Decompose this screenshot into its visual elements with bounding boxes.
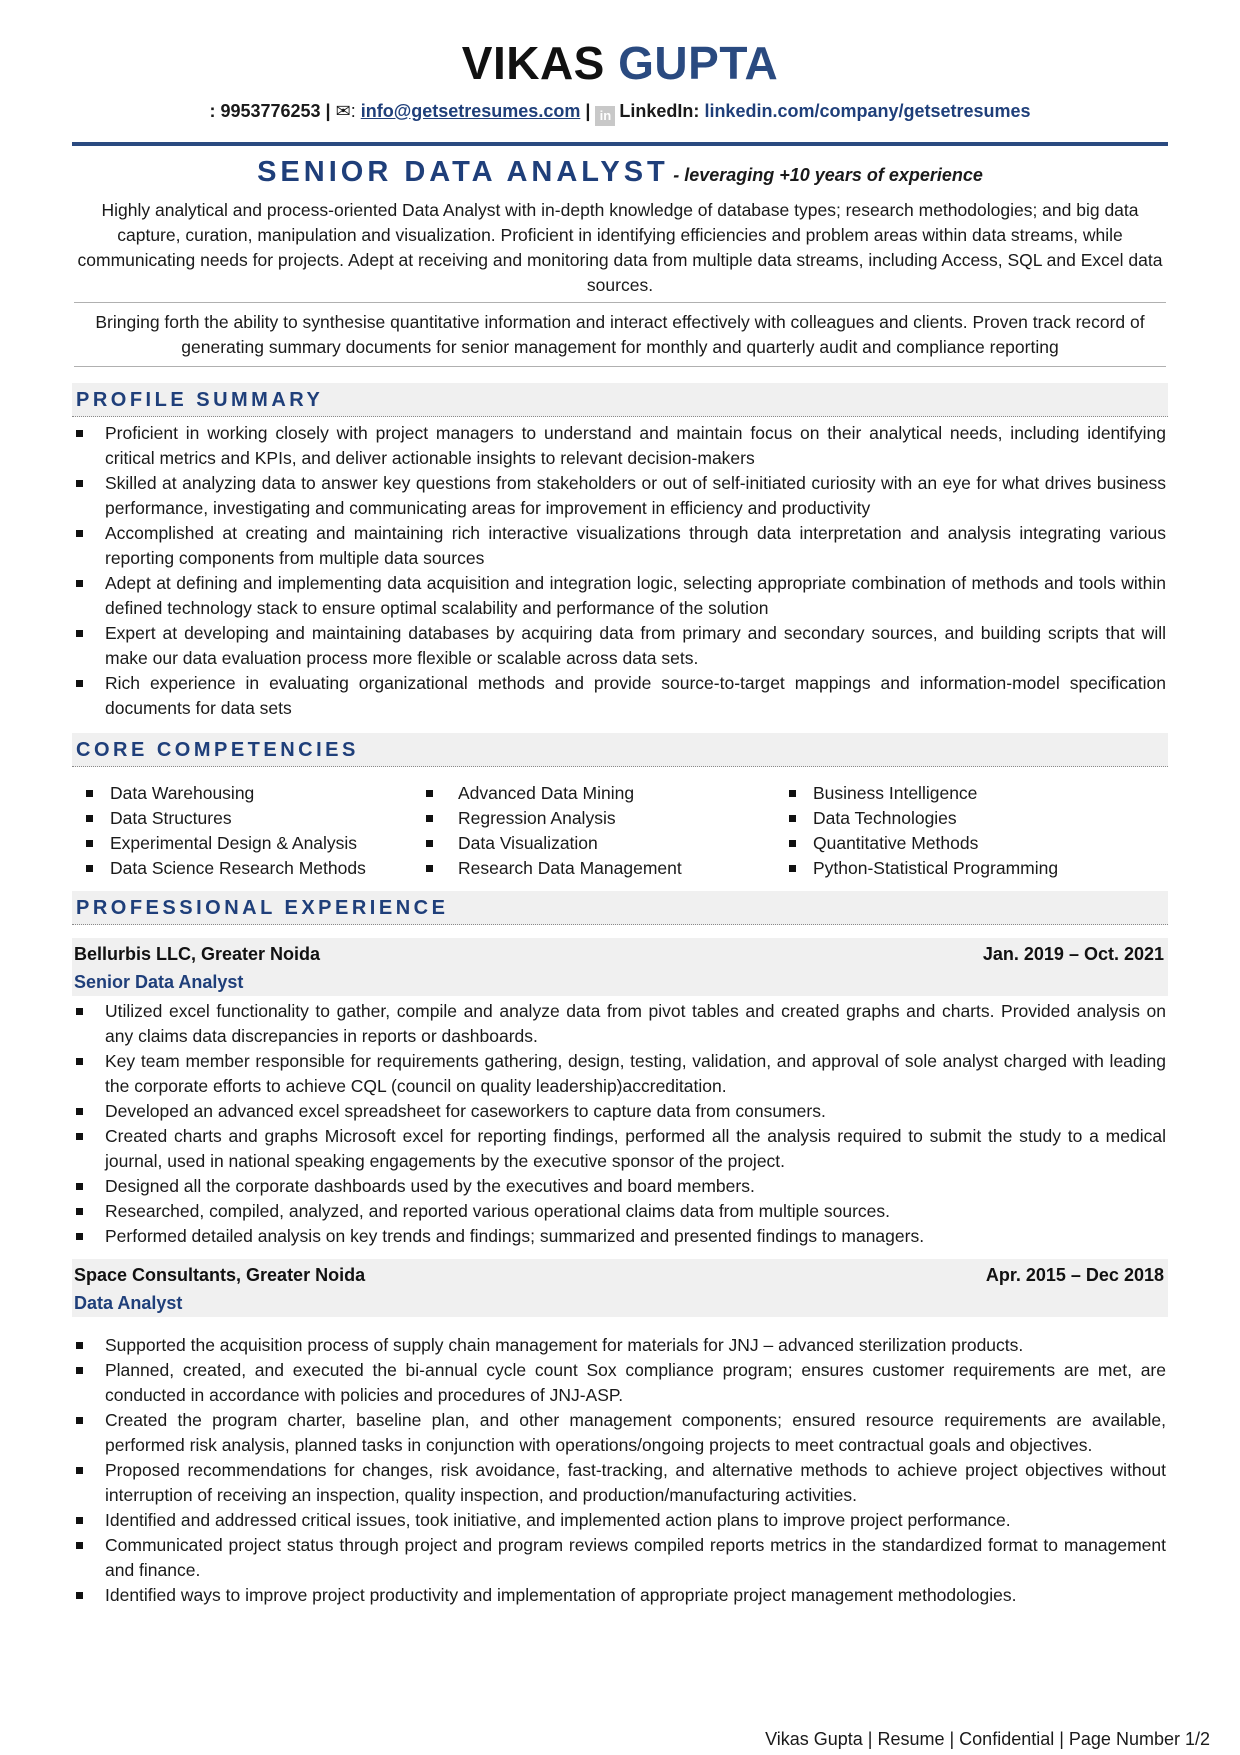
- competency-item: Quantitative Methods: [777, 831, 1058, 856]
- list-item: Adept at defining and implementing data acquisition and integration logic, selecting appropriate combination of methods and tools within defined technology stack to ensure optimal scalability and performance of the solution: [74, 571, 1166, 621]
- last-name: GUPTA: [618, 37, 779, 89]
- linkedin-icon: in: [595, 106, 615, 126]
- list-item: Proposed recommendations for changes, risk avoidance, fast-tracking, and alternative methods to achieve project objectives without interruption of receiving an inspection, quality inspection, and production/manufacturing activities.: [74, 1458, 1166, 1508]
- list-item: Proficient in working closely with project managers to understand and maintain focus on their analytical needs, including identifying critical metrics and KPIs, and deliver actionable insights to relevant decision-makers: [74, 421, 1166, 471]
- job-company: Space Consultants, Greater Noida: [74, 1265, 366, 1285]
- list-item: Utilized excel functionality to gather, compile and analyze data from pivot tables and created graphs and charts. Provided analysis on any claims data discrepancies in reports or dashboards.: [74, 999, 1166, 1049]
- list-item: Rich experience in evaluating organizational methods and provide source-to-target mappings and information-model specification documents for data sets: [74, 671, 1166, 721]
- list-item: Performed detailed analysis on key trends and findings; summarized and presented findings to managers.: [74, 1224, 1166, 1249]
- competency-item: Regression Analysis: [424, 806, 682, 831]
- email-link[interactable]: info@getsetresumes.com: [360, 101, 581, 121]
- list-item: Communicated project status through project and program reviews compiled reports metrics in the standardized format to management and finance.: [74, 1533, 1166, 1583]
- list-item: Supported the acquisition process of supply chain management for materials for JNJ – advanced sterilization products.: [74, 1333, 1166, 1358]
- competency-item: Python-Statistical Programming: [777, 856, 1058, 881]
- list-item: Developed an advanced excel spreadsheet for caseworkers to capture data from consumers.: [74, 1099, 1166, 1124]
- competency-column-1: [74, 781, 366, 881]
- list-item: Accomplished at creating and maintaining rich interactive visualizations through data interpretation and analysis integrating various reporting components from multiple data sources: [74, 521, 1166, 571]
- competency-item: Data Structures: [74, 806, 366, 831]
- intro-divider-bottom: [74, 366, 1166, 367]
- section-professional-experience: [72, 891, 1168, 925]
- section-profile-summary: [72, 383, 1168, 417]
- competency-item: Data Warehousing: [74, 781, 366, 806]
- job-1-bullets: [74, 999, 1166, 1249]
- role-title: SENIOR DATA ANALYST: [257, 156, 669, 188]
- role-line: [0, 156, 1240, 189]
- list-item: Researched, compiled, analyzed, and reported various operational claims data from multiple sources.: [74, 1199, 1166, 1224]
- list-item: Expert at developing and maintaining databases by acquiring data from primary and secondary sources, and building scripts that will make our data evaluation process more flexible or scalable across data sets.: [74, 621, 1166, 671]
- contact-separator: |: [585, 101, 591, 121]
- contact-line: [0, 101, 1240, 126]
- candidate-name: [0, 36, 1240, 90]
- list-item: Created charts and graphs Microsoft excel for reporting findings, performed all the analysis required to submit the study to a medical journal, used in national speaking engagements by the executive sponsor of the project.: [74, 1124, 1166, 1174]
- linkedin-link[interactable]: linkedin.com/company/getsetresumes: [704, 101, 1031, 121]
- first-name: VIKAS: [461, 37, 605, 89]
- job-title: Data Analyst: [74, 1293, 183, 1313]
- phone-text: : 9953776253 |: [209, 101, 331, 121]
- linkedin-label: LinkedIn:: [619, 101, 700, 121]
- job-dates: Jan. 2019 – Oct. 2021: [982, 944, 1164, 964]
- job-company: Bellurbis LLC, Greater Noida: [74, 944, 321, 964]
- list-item: Designed all the corporate dashboards used by the executives and board members.: [74, 1174, 1166, 1199]
- section-heading: PROFESSIONAL EXPERIENCE: [76, 897, 449, 919]
- job-header-2: [72, 1259, 1168, 1317]
- competency-column-2: [424, 781, 682, 881]
- section-heading: PROFILE SUMMARY: [76, 389, 324, 411]
- list-item: Skilled at analyzing data to answer key questions from stakeholders or out of self-initiated curiosity with an eye for what drives business performance, investigating and communicating areas for improvement in efficiency and productivity: [74, 471, 1166, 521]
- competency-item: Data Science Research Methods: [74, 856, 366, 881]
- list-item: Identified and addressed critical issues, took initiative, and implemented action plans to improve project performance.: [74, 1508, 1166, 1533]
- job-dates: Apr. 2015 – Dec 2018: [985, 1265, 1164, 1285]
- intro-paragraph-2: Bringing forth the ability to synthesise quantitative information and interact effectively with colleagues and clients. Proven track record of generating summary documents for senior management for monthly and quarterly audit and compliance reporting: [95, 312, 1145, 357]
- competency-item: Experimental Design & Analysis: [74, 831, 366, 856]
- competency-item: Business Intelligence: [777, 781, 1058, 806]
- job-2-bullets: [74, 1333, 1166, 1608]
- list-item: Identified ways to improve project productivity and implementation of appropriate project management methodologies.: [74, 1583, 1166, 1608]
- competency-item: Research Data Management: [424, 856, 682, 881]
- competency-item: Data Technologies: [777, 806, 1058, 831]
- intro-paragraph-1: Highly analytical and process-oriented Data Analyst with in-depth knowledge of database types; research methodologies; and big data capture, curation, manipulation and visualization. Proficient in identifying efficiencies and problem areas within data streams, while communicating needs for projects. Adept at receiving and monitoring data from multiple data streams, including Access, SQL and Excel data sources.: [77, 200, 1163, 295]
- list-item: Planned, created, and executed the bi-annual cycle count Sox compliance program; ensures customer requirements are met, are conducted in accordance with policies and procedures of JNJ-ASP.: [74, 1358, 1166, 1408]
- mail-icon: ✉:: [335, 101, 356, 121]
- profile-summary-list: [74, 421, 1166, 721]
- list-item: Created the program charter, baseline plan, and other management components; ensured resource requirements are available, performed risk analysis, planned tasks in conjunction with operations/ongoing projects to meet contractual goals and objectives.: [74, 1408, 1166, 1458]
- page-footer: Vikas Gupta | Resume | Confidential | Page Number 1/2: [765, 1729, 1210, 1749]
- section-core-competencies: [72, 733, 1168, 767]
- competency-item: Data Visualization: [424, 831, 682, 856]
- role-tagline: - leveraging +10 years of experience: [673, 165, 983, 185]
- section-heading: CORE COMPETENCIES: [76, 739, 359, 761]
- job-title: Senior Data Analyst: [74, 972, 244, 992]
- intro-divider: [74, 302, 1166, 303]
- job-header-1: [72, 938, 1168, 996]
- competency-column-3: [777, 781, 1058, 881]
- list-item: Key team member responsible for requirements gathering, design, testing, validation, and approval of sole analyst charged with leading the corporate efforts to achieve CQL (council on quality leadership)accreditation.: [74, 1049, 1166, 1099]
- header-divider: [72, 142, 1168, 146]
- competency-item: Advanced Data Mining: [424, 781, 682, 806]
